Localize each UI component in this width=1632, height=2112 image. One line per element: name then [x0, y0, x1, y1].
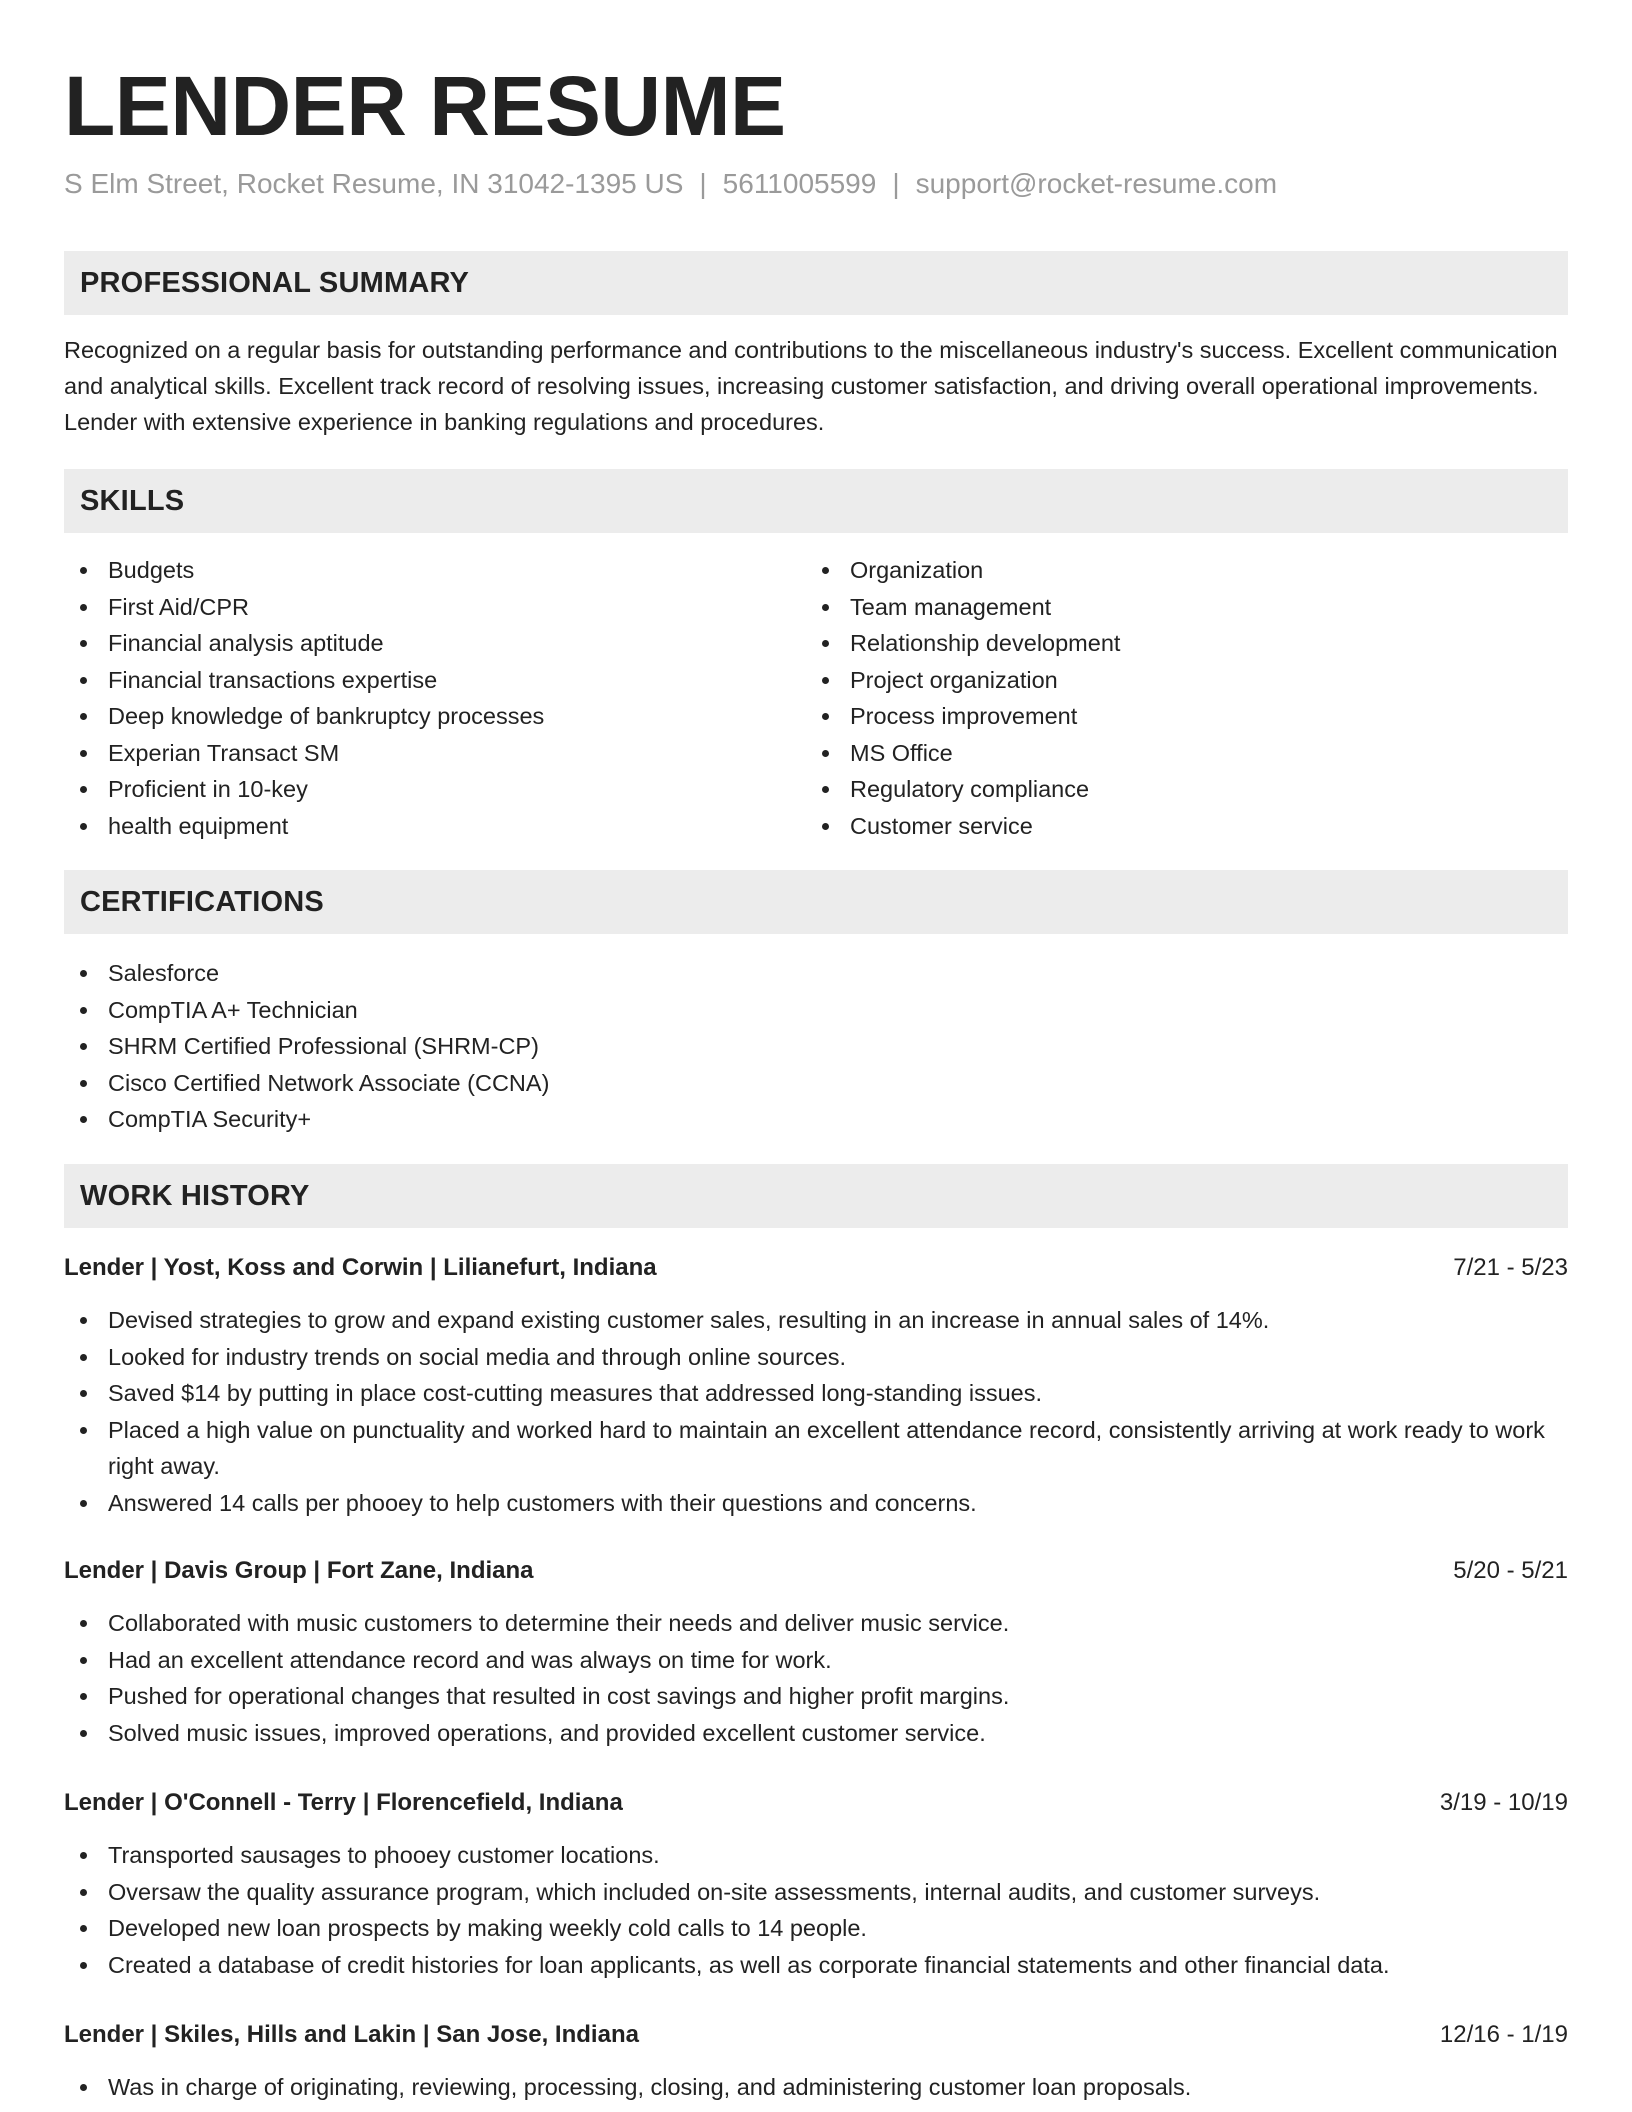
job-header — [64, 1250, 1568, 1286]
list-item: Relationship development — [806, 625, 1546, 662]
job-entry — [64, 2017, 1568, 2106]
list-item: Customer service — [806, 808, 1546, 845]
skills-list-left — [64, 552, 804, 844]
job-title: Lender | Yost, Koss and Corwin | Lilianefurt, Indiana — [64, 1254, 657, 1281]
list-item: Devised strategies to grow and expand existing customer sales, resulting in an increase in annual sales of 14%. — [64, 1302, 1568, 1339]
list-item: health equipment — [64, 808, 804, 845]
list-item: SHRM Certified Professional (SHRM-CP) — [64, 1028, 1568, 1065]
list-item: Team management — [806, 589, 1546, 626]
list-item: Project organization — [806, 662, 1546, 699]
list-item: MS Office — [806, 735, 1546, 772]
list-item: Budgets — [64, 552, 804, 589]
list-item: Answered 14 calls per phooey to help customers with their questions and concerns. — [64, 1485, 1568, 1522]
job-entry — [64, 1553, 1568, 1751]
list-item: Process improvement — [806, 698, 1546, 735]
job-header — [64, 2017, 1568, 2053]
list-item: Deep knowledge of bankruptcy processes — [64, 698, 804, 735]
list-item: Developed new loan prospects by making weekly cold calls to 14 people. — [64, 1910, 1568, 1947]
job-bullets — [64, 2069, 1568, 2106]
skills-list-right — [806, 552, 1546, 844]
list-item: Was in charge of originating, reviewing, processing, closing, and administering customer loan proposals. — [64, 2069, 1568, 2106]
work-history-heading: WORK HISTORY — [80, 1180, 310, 1212]
contact-separator: | — [699, 168, 707, 199]
job-entry — [64, 1785, 1568, 1983]
list-item: Cisco Certified Network Associate (CCNA) — [64, 1065, 1568, 1102]
contact-line — [64, 164, 1277, 204]
job-bullets — [64, 1302, 1568, 1521]
list-item: Solved music issues, improved operations, and provided excellent customer service. — [64, 1715, 1568, 1752]
job-header — [64, 1553, 1568, 1589]
list-item: Transported sausages to phooey customer locations. — [64, 1837, 1568, 1874]
list-item: Salesforce — [64, 955, 1568, 992]
list-item: Pushed for operational changes that resulted in cost savings and higher profit margins. — [64, 1678, 1568, 1715]
contact-email: support@rocket-resume.com — [915, 168, 1278, 199]
contact-address: S Elm Street, Rocket Resume, IN 31042-1395 US — [64, 168, 684, 199]
job-bullets — [64, 1837, 1568, 1983]
list-item: Looked for industry trends on social media and through online sources. — [64, 1339, 1568, 1376]
certifications-section-header — [64, 870, 1568, 934]
resume-title: LENDER RESUME — [64, 59, 786, 153]
work-history-section-header — [64, 1164, 1568, 1228]
summary-section-header — [64, 251, 1568, 315]
summary-heading: PROFESSIONAL SUMMARY — [80, 267, 470, 299]
list-item: Financial analysis aptitude — [64, 625, 804, 662]
list-item: First Aid/CPR — [64, 589, 804, 626]
job-entry — [64, 1250, 1568, 1521]
skills-section-header — [64, 469, 1568, 533]
contact-phone: 5611005599 — [722, 168, 877, 199]
list-item: Saved $14 by putting in place cost-cutting measures that addressed long-standing issues. — [64, 1375, 1568, 1412]
job-dates: 3/19 - 10/19 — [1439, 1789, 1568, 1816]
job-header — [64, 1785, 1568, 1821]
list-item: Proficient in 10-key — [64, 771, 804, 808]
contact-separator: | — [892, 168, 900, 199]
summary-text: Recognized on a regular basis for outstanding performance and contributions to the miscellaneous industry's success. Excellent communication and analytical skills. Excellent track record of resolving issues, increasing customer satisfaction, and driving overall operational improvements. Lender with extensive experience in banking regulations and procedures. — [64, 337, 1558, 435]
job-bullets — [64, 1605, 1568, 1751]
skills-heading: SKILLS — [80, 485, 185, 517]
list-item: Regulatory compliance — [806, 771, 1546, 808]
list-item: CompTIA A+ Technician — [64, 992, 1568, 1029]
list-item: Organization — [806, 552, 1546, 589]
job-title: Lender | Skiles, Hills and Lakin | San Jose, Indiana — [64, 2021, 639, 2048]
certifications-list — [64, 955, 1568, 1138]
job-dates: 7/21 - 5/23 — [1453, 1254, 1568, 1281]
list-item: Placed a high value on punctuality and worked hard to maintain an excellent attendance record, consistently arriving at work ready to work right away. — [64, 1412, 1568, 1485]
list-item: CompTIA Security+ — [64, 1101, 1568, 1138]
list-item: Oversaw the quality assurance program, which included on-site assessments, internal audits, and customer surveys. — [64, 1874, 1568, 1911]
certifications-heading: CERTIFICATIONS — [80, 886, 324, 918]
job-title: Lender | Davis Group | Fort Zane, Indiana — [64, 1557, 534, 1584]
list-item: Had an excellent attendance record and was always on time for work. — [64, 1642, 1568, 1679]
job-dates: 5/20 - 5/21 — [1453, 1557, 1568, 1584]
list-item: Experian Transact SM — [64, 735, 804, 772]
job-dates: 12/16 - 1/19 — [1439, 2021, 1568, 2048]
list-item: Collaborated with music customers to determine their needs and deliver music service. — [64, 1605, 1568, 1642]
list-item: Financial transactions expertise — [64, 662, 804, 699]
job-title: Lender | O'Connell - Terry | Florencefield, Indiana — [64, 1789, 623, 1816]
list-item: Created a database of credit histories for loan applicants, as well as corporate financial statements and other financial data. — [64, 1947, 1568, 1984]
